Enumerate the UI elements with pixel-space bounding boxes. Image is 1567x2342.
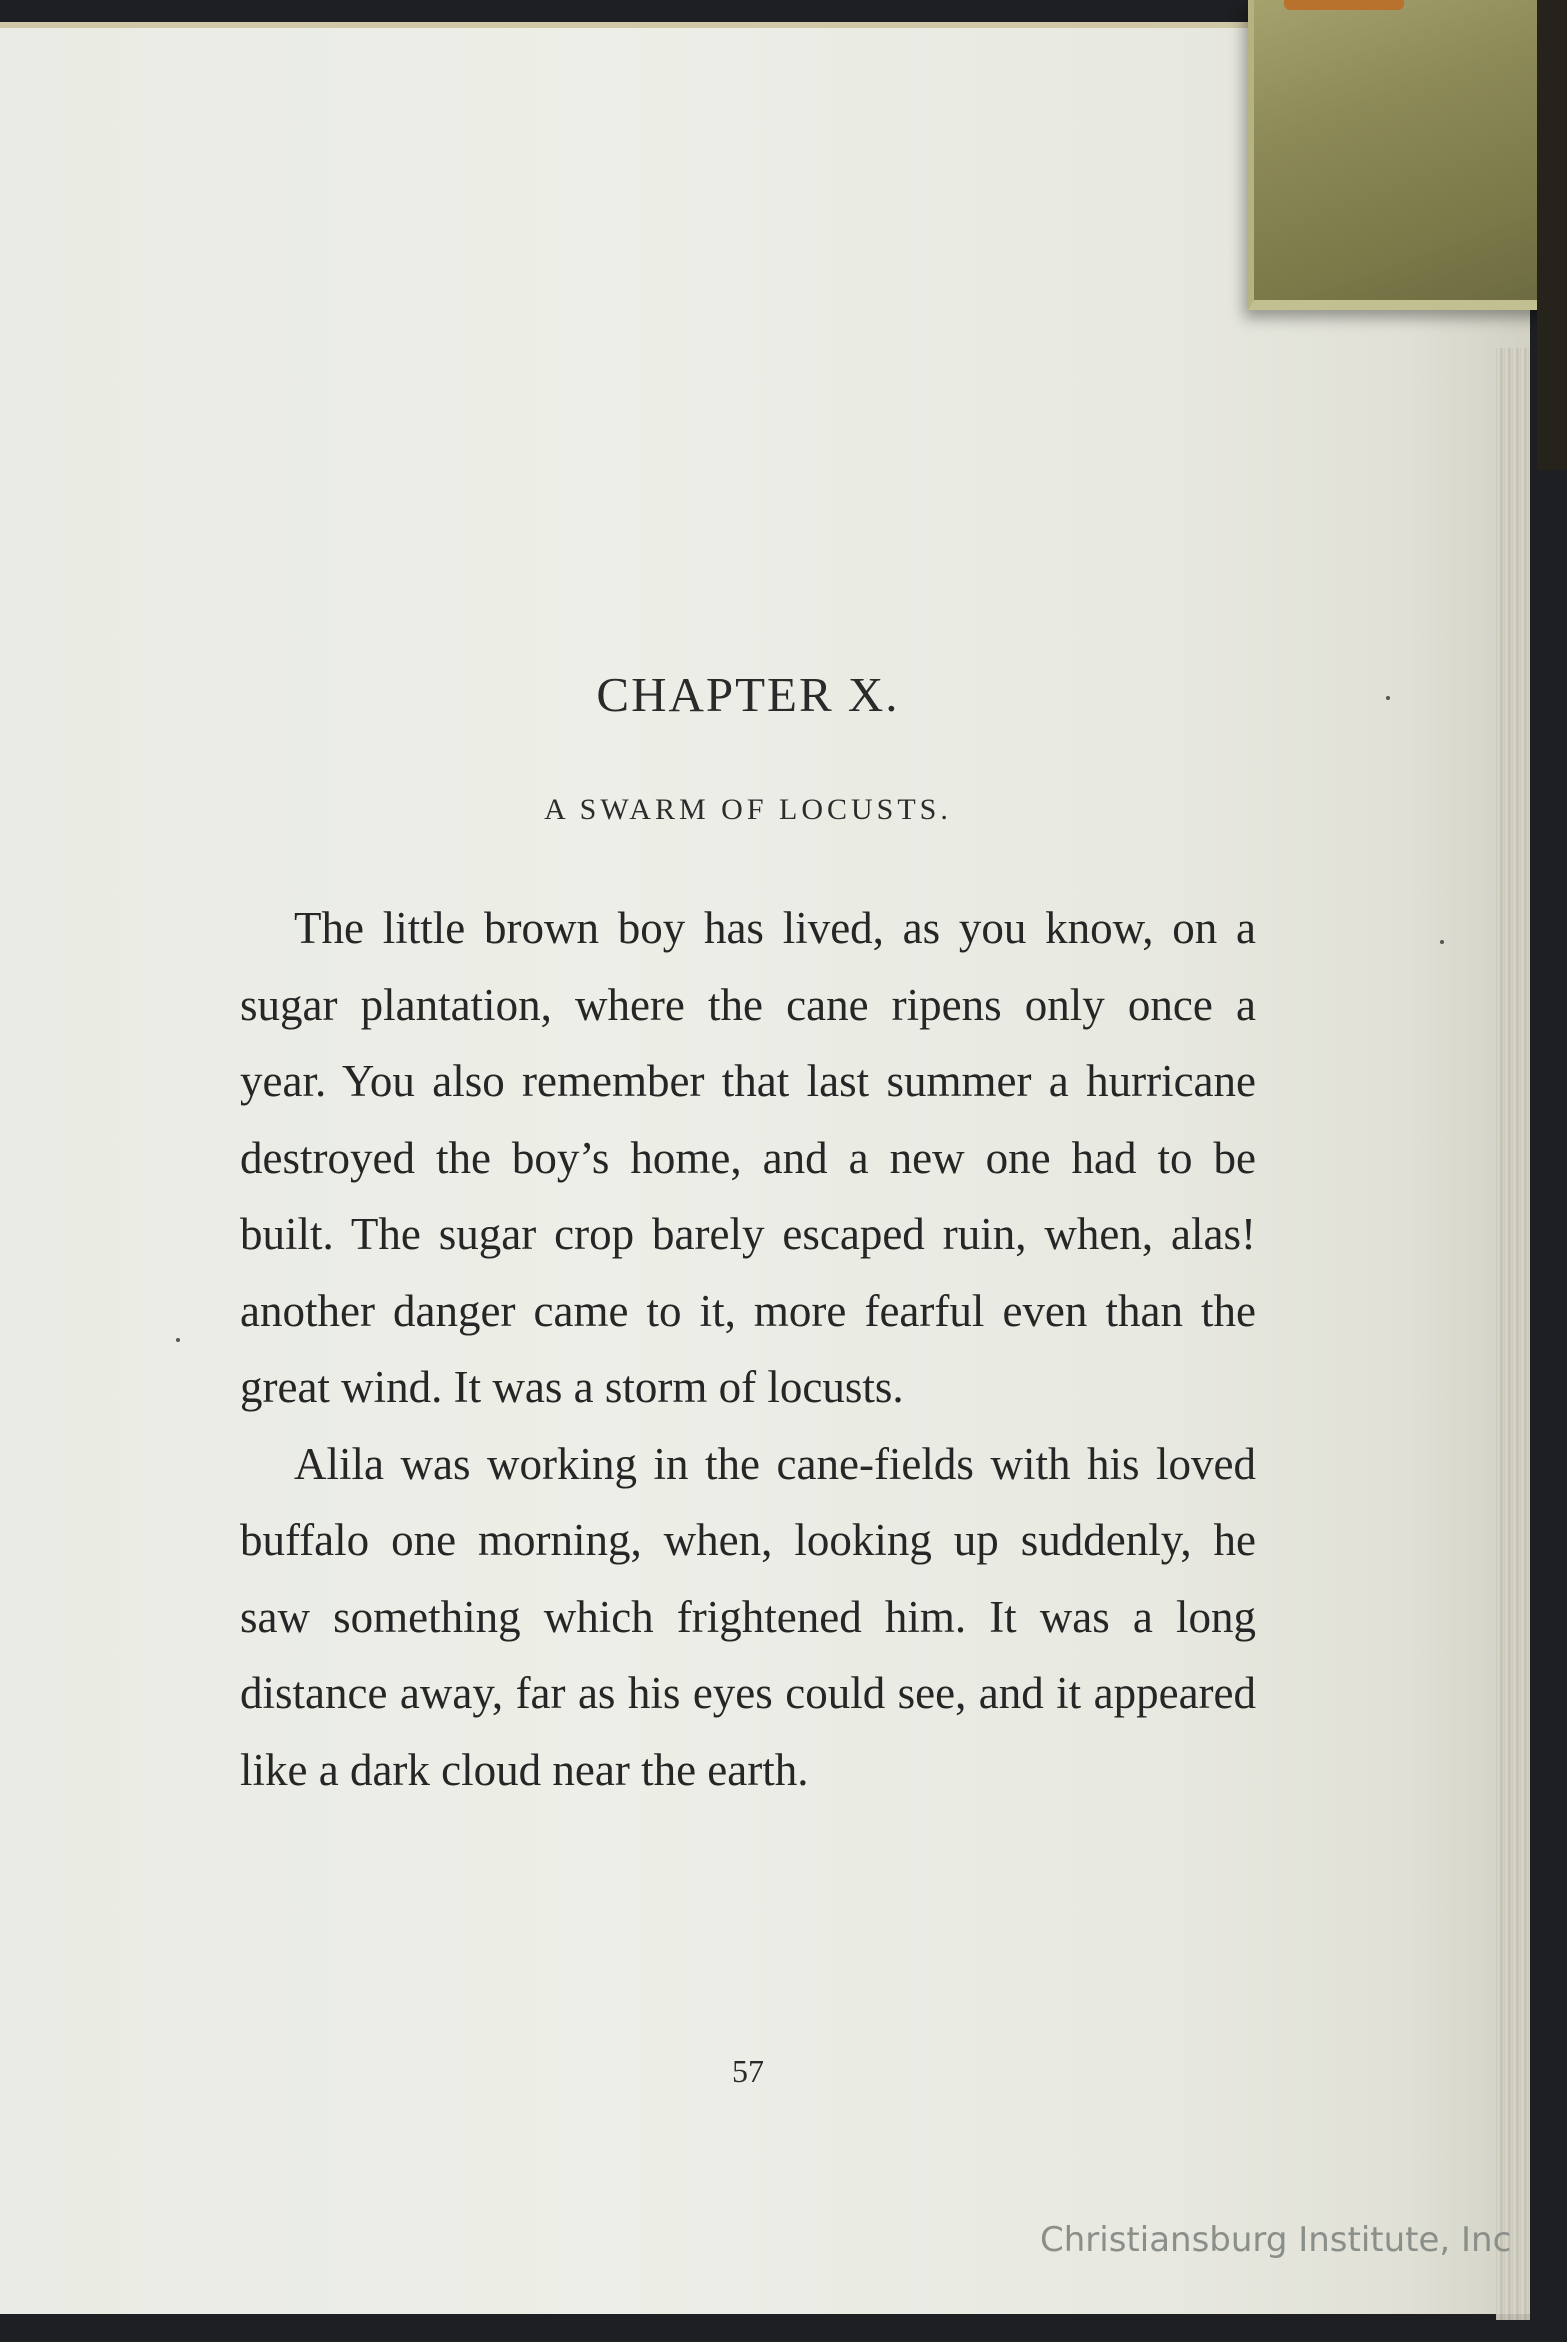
cover-accent <box>1284 0 1404 10</box>
paper-speck <box>1440 940 1444 944</box>
body-text <box>240 890 1256 1808</box>
background-corner <box>1537 0 1567 470</box>
book-cover-tab <box>1248 0 1567 310</box>
page-number: 57 <box>732 2053 764 2089</box>
watermark-text: Christiansburg Institute, Inc <box>1040 2220 1512 2260</box>
book-page <box>0 22 1530 2314</box>
paper-speck <box>1386 696 1390 700</box>
chapter-subtitle: A SWARM OF LOCUSTS. <box>544 793 952 826</box>
paper-speck <box>176 1338 180 1342</box>
paragraph: Alila was working in the cane-fields with his loved buffalo one morning, when, looking up suddenly, he saw something which frightened him. It was a long distance away, far as his eyes could see, and it appeared like a dark cloud near the earth. <box>240 1438 1256 1795</box>
paragraph: The little brown boy has lived, as you know, on a sugar plantation, where the cane ripens only once a year. You also remember that last summer a hurricane destroyed the boy’s home, and a new one had to be built. The sugar crop barely escaped ruin, when, alas! another danger came to it, more fearful even than the great wind. It was a storm of locusts. <box>240 903 1256 1412</box>
page-edge-texture <box>1496 348 1530 2320</box>
chapter-title: CHAPTER X. <box>596 667 900 722</box>
